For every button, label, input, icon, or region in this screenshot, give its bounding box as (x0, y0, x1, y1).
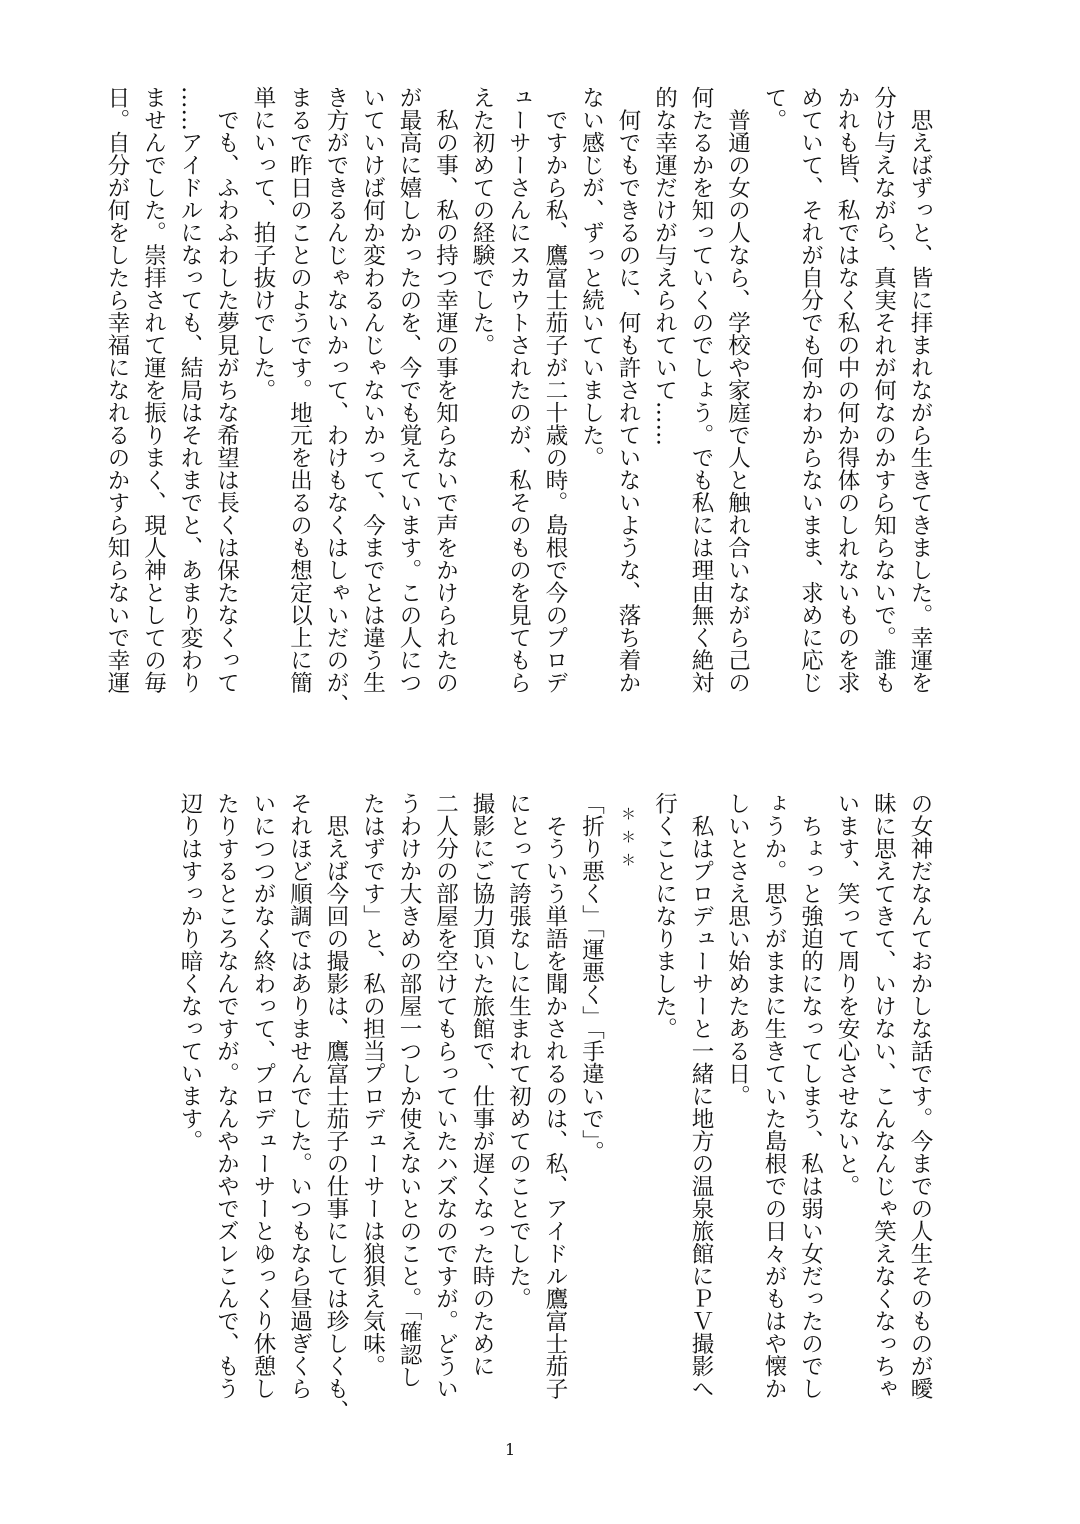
text-line: 昧に思えてきて、いけない、こんなんじゃ笑えなくなっちゃ (870, 792, 897, 1400)
text-line: 思えば今回の撮影は、鷹富士茄子の仕事にしては珍しくも、 (323, 792, 349, 1422)
top-text-block (99, 86, 939, 726)
text-line: めていて、それが自分でも何かわからないまま、求めに応じ (797, 86, 824, 694)
scene-separator: ＊＊＊ (619, 806, 637, 875)
text-line: たはずです」と、私の担当プロデューサーは狼狽え気味。 (359, 792, 386, 1377)
text-line: います、笑って周りを安心させないと。 (834, 792, 860, 1197)
text-line: ですから私、鷹富士茄子が二十歳の時。島根で今のプロデ (542, 86, 568, 694)
text-line: 思えばずっと、皆に拝まれながら生きてきました。幸運を (907, 86, 933, 694)
text-line: 普通の女の人なら、学校や家庭で人と触れ合いながら己の (724, 86, 751, 694)
text-line: 私はプロデューサーと一緒に地方の温泉旅館にＰＶ撮影へ (688, 792, 714, 1400)
page-number: 1 (505, 1440, 516, 1459)
text-line: まるで昨日のことのようです。地元を出るのも想定以上に簡 (286, 86, 313, 694)
text-line: しいとさえ思い始めたある日。 (724, 792, 751, 1107)
text-line: 的な幸運だけが与えられていて…… (651, 86, 678, 446)
text-line: 私の事、私の持つ幸運の事を知らないで声をかけられたの (432, 86, 459, 694)
text-line: 「折り悪く」「運悪く」「手違いで」。 (578, 792, 605, 1164)
text-line: 分け与えながら、真実それが何なのかすら知らないで。誰も (870, 86, 897, 694)
text-line: が最高に嬉しかったのを、今でも覚えています。この人につ (396, 86, 422, 694)
text-line: そういう単語を聞かされるのは、私、アイドル鷹富士茄子 (542, 792, 568, 1400)
text-line: それほど順調ではありませんでした。いつもなら昼過ぎくら (286, 792, 313, 1400)
text-line: ちょっと強迫的になってしまう、私は弱い女だったのでし (797, 792, 824, 1400)
text-line: ューサーさんにスカウトされたのが、私そのものを見てもら (505, 86, 532, 694)
text-line: 日。自分が何をしたら幸福になれるのかすら知らないで幸運 (104, 86, 130, 694)
text-line: 行くことになりました。 (651, 792, 678, 1040)
text-line: 二人分の部屋を空けてもらっていたハズなのですが。どうい (432, 792, 459, 1400)
text-line: ょうか。思うがままに生きていた島根での日々がもはや懐か (761, 792, 787, 1400)
text-line: ……アイドルになっても、結局はそれまでと、あまり変わり (177, 86, 203, 694)
text-line: うわけか大きめの部屋一つしか使えないとのこと。「確認し (396, 792, 422, 1389)
text-line: て。 (761, 86, 787, 131)
text-line: えた初めての経験でした。 (469, 86, 495, 356)
text-line: かれも皆、私ではなく私の中の何か得体のしれないものを求 (834, 86, 860, 694)
text-line: ませんでした。崇拝されて運を振りまく、現人神としての毎 (140, 86, 167, 694)
text-line: ない感じが、ずっと続いていました。 (578, 86, 605, 469)
text-line: 単にいって、拍子抜けでした。 (250, 86, 276, 401)
text-line: 辺りはすっかり暗くなっています。 (177, 792, 203, 1152)
text-line: いていけば何か変わるんじゃないかって、今までとは違う生 (359, 86, 386, 694)
bottom-text-block (172, 792, 939, 1432)
text-line: の女神だなんておかしな話です。今までの人生そのものが曖 (907, 792, 933, 1400)
text-line: にとって誇張なしに生まれて初めてのことでした。 (505, 792, 532, 1310)
text-line: き方ができるんじゃないかって、わけもなくはしゃいだのが、 (323, 86, 349, 716)
text-line: でも、ふわふわした夢見がちな希望は長くは保たなくって (213, 86, 240, 694)
text-line: 何でもできるのに、何も許されていないような、落ち着か (615, 86, 641, 694)
text-line: いにつつがなく終わって、プロデューサーとゆっくり休憩し (250, 792, 276, 1400)
text-line: 撮影にご協力頂いた旅館で、仕事が遅くなった時のために (469, 792, 495, 1377)
text-line: 何たるかを知っていくのでしょう。でも私には理由無く絶対 (688, 86, 714, 694)
text-line: たりするところなんですが。なんやかやでズレこんで、もう (213, 792, 240, 1400)
